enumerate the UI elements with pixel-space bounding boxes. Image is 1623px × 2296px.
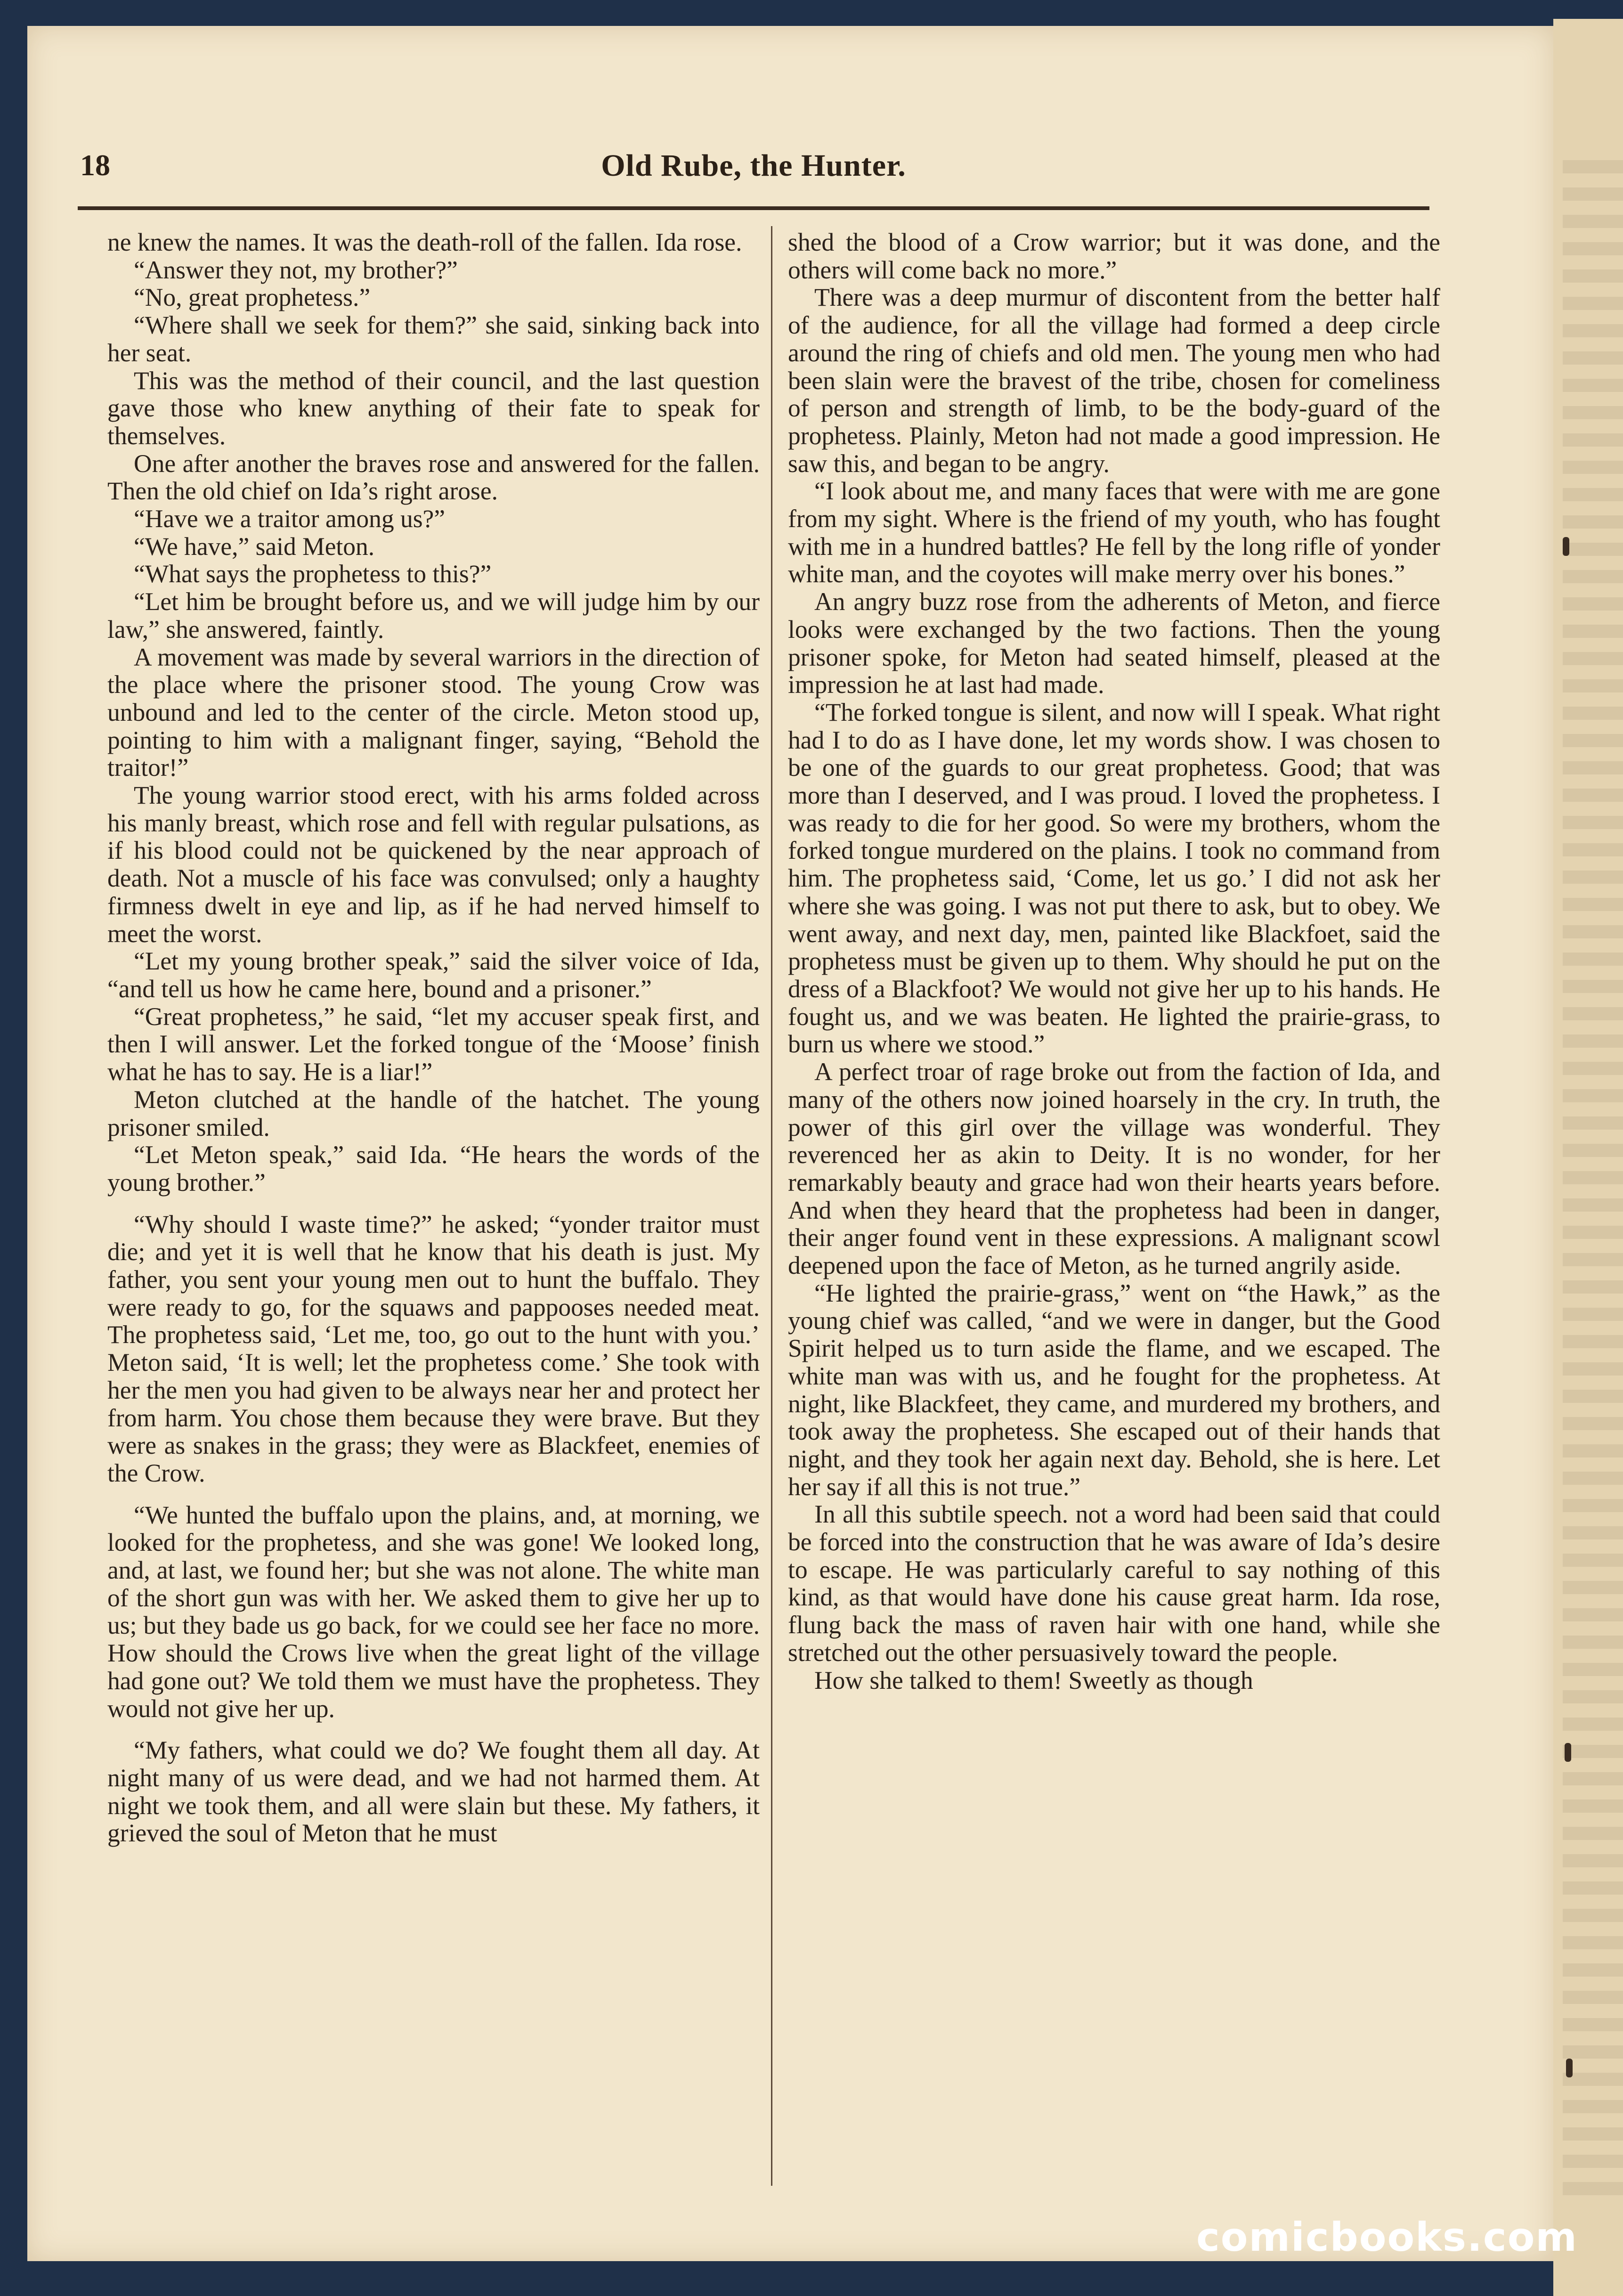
paragraph: “Answer they not, my brother?” xyxy=(134,255,458,284)
paragraph: “Have we a traitor among us?” xyxy=(134,505,446,533)
page-number: 18 xyxy=(80,148,110,182)
paragraph: “We have,” said Meton. xyxy=(134,532,375,561)
paragraph: How she talked to them! Sweetly as though xyxy=(814,1666,1253,1694)
paragraph: In all this subtile speech. not a word had been said that could be forced into the construction that he was aware of Ida’s desire to escape. He was particularly careful to say nothing of this kind, as that would have done his cause great harm. Ida rose, flung back the mass of raven hair with one hand, while she stretched out the other persuasively toward the people. xyxy=(788,1500,1440,1667)
paragraph: There was a deep murmur of discontent from the better half of the audience, for all the village had formed a deep circle around the ring of chiefs and old men. The young men who had been slain were the bravest of the tribe, chosen for comeliness of person and strength of limb, to be the body-guard of the prophetess. Plainly, Meton had not made a good impression. He saw this, and began to be angry. xyxy=(788,283,1440,478)
paragraph: An angry buzz rose from the adherents of Meton, and fierce looks were exchanged by the two factions. Then the young prisoner spoke, for Meton had seated himself, pleased at the impression he at last had made. xyxy=(788,587,1440,699)
paragraph: “I look about me, and many faces that were with me are gone from my sight. Where is the friend of my youth, who has fought with me in a hundred battles? He fell by the long rifle of yonder white man, and the coyotes will make merry over his bones.” xyxy=(788,477,1440,588)
paragraph: This was the method of their council, and the last question gave those who knew anything of their fate to speak for themselves. xyxy=(107,366,760,450)
adjacent-page-edge xyxy=(1553,19,1623,2296)
right-column xyxy=(788,228,1440,1694)
paragraph: “No, great prophetess.” xyxy=(134,283,371,312)
column-divider xyxy=(771,226,772,2186)
running-title: Old Rube, the Hunter. xyxy=(601,148,906,183)
paragraph: “Let him be brought before us, and we will judge him by our law,” she answered, faintly. xyxy=(107,587,760,643)
paragraph: shed the blood of a Crow warrior; but it was done, and the others will come back no more.” xyxy=(788,228,1440,284)
paragraph: “Let Meton speak,” said Ida. “He hears the words of the young brother.” xyxy=(107,1140,760,1197)
binding-mark xyxy=(1566,2059,1573,2077)
left-column xyxy=(107,228,760,1847)
paragraph: “My fathers, what could we do? We fought them all day. At night many of us were dead, and we had not harmed them. At night we took them, and all were slain but these. My fathers, it grieved the soul of Meton that he must xyxy=(107,1736,760,1848)
paragraph: “Let my young brother speak,” said the silver voice of Ida, “and tell us how he came here, bound and a prisoner.” xyxy=(107,947,760,1003)
paragraph: A movement was made by several warriors in the direction of the place where the prisoner stood. The young Crow was unbound and led to the center of the circle. Meton stood up, pointing to him with a malignant finger, saying, “Behold the traitor!” xyxy=(107,643,760,782)
paragraph: ne knew the names. It was the death-roll of the fallen. Ida rose. xyxy=(107,228,742,256)
paragraph: “Why should I waste time?” he asked; “yonder traitor must die; and yet it is well that he know that his death is just. My father, you sent your young men out to hunt the buffalo. They were ready to go, for the squaws and pappooses needed meat. The prophetess said, ‘Let me, too, go out to the hunt with you.’ Meton said, ‘It is well; let the prophetess come.’ She took with her the men you had given to be always near her and protect her from harm. You chose them because they were brave. But they were as snakes in the grass; they were as Blackfeet, enemies of the Crow. xyxy=(107,1210,760,1487)
header-rule xyxy=(78,206,1429,210)
binding-mark xyxy=(1565,1743,1571,1762)
paragraph: “He lighted the prairie-grass,” went on “the Hawk,” as the young chief was called, “and we were in danger, but the Good Spirit helped us to turn aside the flame, and we escaped. The white man was with us, and he fought for the prophetess. At night, like Blackfeet, they came, and murdered my brothers, and took away the prophetess. She escaped out of their hands that night, and they took her again next day. Behold, she is here. Let her say if all this is not true.” xyxy=(788,1278,1440,1501)
page-header xyxy=(80,141,1427,193)
paragraph: The young warrior stood erect, with his arms folded across his manly breast, which rose and fell with regular pulsations, as if his blood could not be quickened by the near approach of death. Not a muscle of his face was convulsed; only a haughty firmness dwelt in eye and lip, as if he had nerved himself to meet the worst. xyxy=(107,781,760,948)
paragraph: “Where shall we seek for them?” she said, sinking back into her seat. xyxy=(107,311,760,367)
binding-mark xyxy=(1563,537,1569,556)
paragraph: “We hunted the buffalo upon the plains, and, at morning, we looked for the prophetess, and she was gone! We looked long, and, at last, we found her; but she was not alone. The white man of the short gun was with her. We asked them to give her up to us; but they bade us go back, for we could see her face no more. How should the Crows live when the great light of the village had gone out? We told them we must have the prophetess. They would not give her up. xyxy=(107,1500,760,1723)
paragraph: “Great prophetess,” he said, “let my accuser speak first, and then I will answer. Let the forked tongue of the ‘Moose’ finish what he has to say. He is a liar!” xyxy=(107,1002,760,1086)
paragraph: Meton clutched at the handle of the hatchet. The young prisoner smiled. xyxy=(107,1085,760,1141)
paragraph: A perfect troar of rage broke out from the faction of Ida, and many of the others now joined hoarsely in the cry. In truth, the power of this girl over the village was wonderful. They reverenced her as akin to Deity. It is no wonder, for her remarkably beauty and grace had won their hearts years before. And when they heard that the prophetess had been in danger, their anger found vent in these expressions. A malignant scowl deepened upon the face of Meton, as he turned angrily aside. xyxy=(788,1058,1440,1280)
watermark: comicbooks.com xyxy=(1196,2214,1578,2260)
paragraph: “The forked tongue is silent, and now will I speak. What right had I to do as I have done, let my words show. I was chosen to be one of the guards to our great prophetess. Good; that was more than I deserved, and I was proud. I loved the prophetess. I was ready to die for her good. So were my brothers, whom the forked tongue murdered on the plains. I took no command from him. The prophetess said, ‘Come, let us go.’ I did not ask her where she was going. I was not put there to ask, but to obey. We went away, and next day, men, painted like Blackfoet, said the prophetess must be given up to them. Why should he put on the dress of a Blackfoot? We would not give her up to his hands. He fought us, and we was beaten. He lighted the prairie-grass, to burn us where we stood.” xyxy=(788,698,1440,1058)
paragraph: One after another the braves rose and answered for the fallen. Then the old chief on Ida’s right arose. xyxy=(107,449,760,505)
paragraph: “What says the prophetess to this?” xyxy=(134,560,492,588)
